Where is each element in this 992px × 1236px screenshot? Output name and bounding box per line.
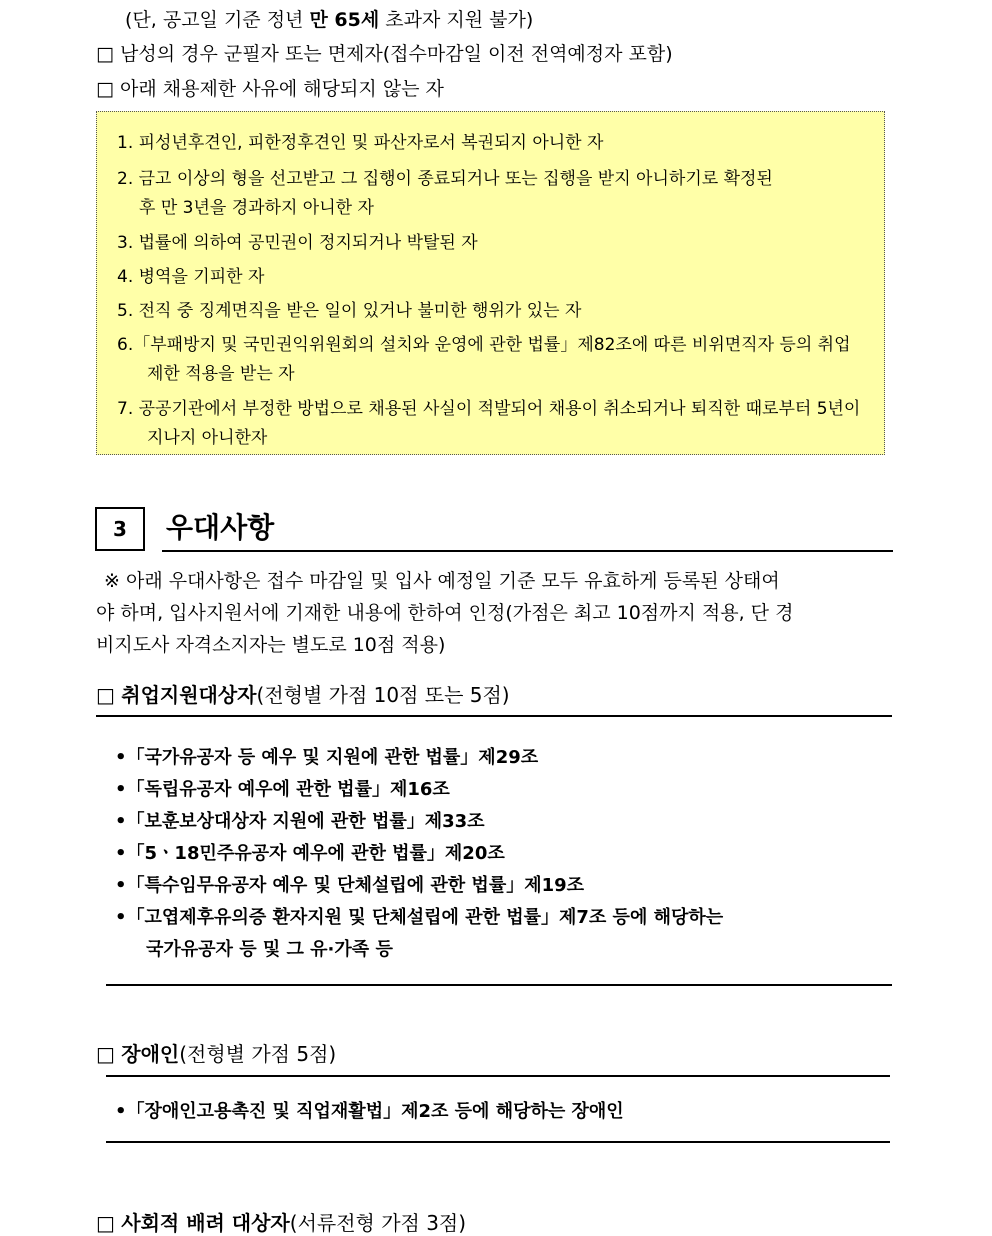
law-item-cont: 국가유공자 등 및 그 유·가족 등 [146, 939, 393, 960]
disabled-title: 장애인 [121, 1042, 180, 1066]
law-item: •「국가유공자 등 예우 및 지원에 관한 법률」제29조 [115, 747, 539, 768]
employment-heading [96, 679, 510, 708]
checkbox-square: □ [96, 1042, 122, 1066]
law-item: •「고엽제후유의증 환자지원 및 단체설립에 관한 법률」제7조 등에 해당하는 [115, 907, 724, 928]
age-note [125, 5, 533, 32]
disabled-points: (전형별 가점 5점) [179, 1042, 337, 1066]
restriction-item: 1. 피성년후견인, 피한정후견인 및 파산자로서 복권되지 아니한 자 [117, 133, 604, 153]
age-limit: 만 65세 [309, 9, 380, 31]
disabled-bottom-rule [106, 1141, 890, 1143]
note-line: ※ 아래 우대사항은 접수 마감일 및 입사 예정일 기준 모두 유효하게 등록된 상태여 [104, 570, 780, 592]
restriction-item: 4. 병역을 기피한 자 [117, 267, 265, 287]
restriction-item: 7. 공공기관에서 부정한 방법으로 채용된 사실이 적발되어 채용이 취소되거나 퇴직한 때로부터 5년이 [117, 399, 861, 419]
military-requirement: □ 남성의 경우 군필자 또는 면제자(접수마감일 이전 전역예정자 포함) [96, 43, 673, 65]
employment-title: 취업지원대상자 [121, 683, 257, 707]
restriction-item-cont: 지나지 아니한자 [147, 428, 268, 448]
age-note-tail: 초과자 지원 불가) [379, 9, 534, 31]
section-number: 3 [95, 507, 145, 551]
law-item: •「독립유공자 예우에 관한 법률」제16조 [115, 779, 450, 800]
employment-bottom-rule [106, 984, 892, 986]
note-line: 야 하며, 입사지원서에 기재한 내용에 한하여 인정(가점은 최고 10점까지 적용, 단 경 [96, 602, 794, 624]
age-note-text: (단, 공고일 기준 정년 [125, 9, 310, 31]
law-item: •「5ㆍ18민주유공자 예우에 관한 법률」제20조 [115, 843, 505, 864]
social-title: 사회적 배려 대상자 [121, 1211, 290, 1235]
section-title: 우대사항 [166, 511, 275, 544]
restriction-item: 3. 법률에 의하여 공민권이 정지되거나 박탈된 자 [117, 233, 478, 253]
employment-top-rule [96, 715, 892, 717]
social-points: (서류전형 가점 3점) [289, 1211, 467, 1235]
checkbox-square: □ [96, 1211, 122, 1235]
restriction-requirement: □ 아래 채용제한 사유에 해당되지 않는 자 [96, 78, 444, 100]
note-line: 비지도사 자격소지자는 별도로 10점 적용) [96, 634, 446, 656]
disabled-heading [96, 1038, 336, 1067]
employment-points: (전형별 가점 10점 또는 5점) [256, 683, 510, 707]
checkbox-square: □ [96, 683, 122, 707]
restriction-item-cont: 제한 적용을 받는 자 [147, 364, 295, 384]
disabled-top-rule [106, 1075, 890, 1077]
restriction-item: 2. 금고 이상의 형을 선고받고 그 집행이 종료되거나 또는 집행을 받지 아니하기로 확정된 [117, 169, 773, 189]
restriction-item: 5. 전직 중 징계면직을 받은 일이 있거나 불미한 행위가 있는 자 [117, 301, 582, 321]
restriction-item-cont: 후 만 3년을 경과하지 아니한 자 [139, 198, 374, 218]
restriction-item: 6.「부패방지 및 국민권익위원회의 설치와 운영에 관한 법률」제82조에 따른 비위면직자 등의 취업 [117, 335, 851, 355]
restriction-list-box [96, 111, 885, 455]
section-underline [162, 550, 893, 552]
law-item: •「장애인고용촉진 및 직업재활법」제2조 등에 해당하는 장애인 [115, 1101, 624, 1122]
law-item: •「특수임무유공자 예우 및 단체설립에 관한 법률」제19조 [115, 875, 585, 896]
law-item: •「보훈보상대상자 지원에 관한 법률」제33조 [115, 811, 485, 832]
